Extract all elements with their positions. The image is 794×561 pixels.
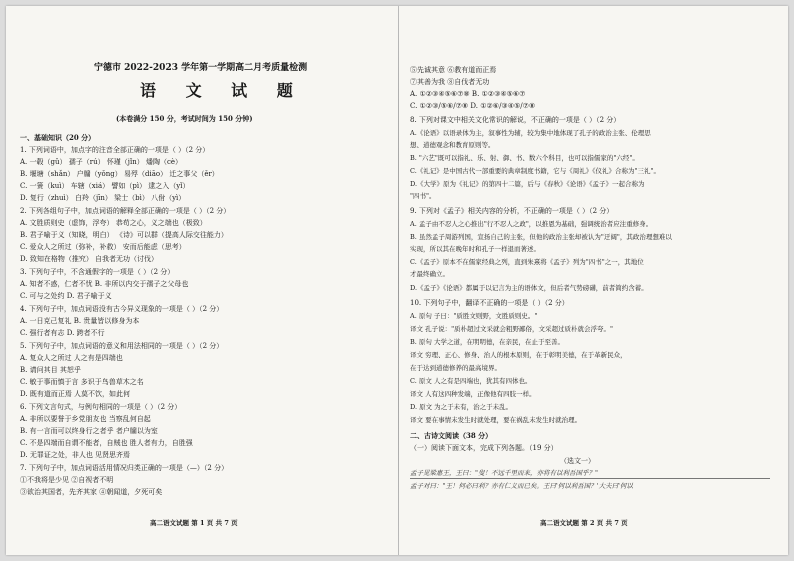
option-line: D. 致知在格物（推究） 自我者无功（讨伐） bbox=[20, 255, 159, 263]
option-line: A. 一日克己复礼 B. 贵量皆以修身为本 bbox=[20, 317, 140, 325]
option-line: 译文 孔子说："质朴超过文采就会粗野鄙俗，文采超过质朴就会浮夸。" bbox=[410, 325, 614, 333]
option-line: C. 可与之处约 D. 君子喻于义 bbox=[20, 292, 112, 300]
reading-instruction: （一）阅读下面文本，完成下列各题。（19 分） bbox=[410, 444, 558, 452]
option-line: 译文 穷理、正心、修身、治人的根本原则，在于彰明美德，在于革新民众， bbox=[410, 351, 627, 359]
option-line: D.《大学》原为《礼记》的第四十二篇，后与《春秋》《论语》《孟子》一起合称为 bbox=[410, 180, 645, 188]
question-4: 4. 下列句子中，加点词语没有古今异义现象的一项是（ ）（2 分） bbox=[20, 305, 224, 313]
option-line: "四书"。 bbox=[410, 192, 436, 200]
option-line: C.《孟子》原本不在儒家经典之列，直到朱熹将《孟子》列为"四书"之一，其地位 bbox=[410, 258, 644, 266]
option-line: A. ①②③④⑤⑥⑦⑧ B. ①②③④⑤⑥⑦ bbox=[410, 90, 526, 98]
page-fold bbox=[398, 6, 399, 555]
question-6: 6. 下列文言句式，与例句相同的一项是（ ）（2 分） bbox=[20, 403, 182, 411]
question-7: 7. 下列句子中，加点词语活用情况归类正确的一项是（—）（2 分） bbox=[20, 464, 229, 472]
option-line: 译文 人有这四种发端，正像他有四肢一样。 bbox=[410, 390, 536, 398]
option-line: D. 既有道而正焉 人莫不饮，如此何 bbox=[20, 390, 131, 398]
option-line: A. 原句 子曰："质胜文则野，文胜质则史。" bbox=[410, 312, 538, 320]
exam-title: 宁德市 2022-2023 学年第一学期高二月考质量检测 bbox=[94, 63, 308, 73]
handwritten-line: 孟子对曰："王！何必曰利？亦有仁义而已矣。王曰'何以利吾国？'大夫曰'何以 bbox=[410, 482, 633, 490]
option-line: D.《孟子》《论语》都属于以记言为主的语体文，但后者气势磅礴，前者简约含蓄。 bbox=[410, 284, 648, 292]
option-line: A. 知者不惑，仁者不忧 B. 非所以内交于孺子之父母也 bbox=[20, 280, 189, 288]
section-heading: 一、基础知识（20 分） bbox=[20, 133, 96, 142]
option-line: D. 原文 为之于未有，治之于未乱。 bbox=[410, 403, 513, 411]
option-line: C. 一箦（kuì） 车辖（xiá） 譬如（pì） 逮之入（yǐ） bbox=[20, 182, 190, 190]
question-10: 10. 下列句子中，翻译不正确的一项是（ ）（2 分） bbox=[410, 299, 569, 307]
option-line: A.《论语》以语录体为主，叙事性为辅，较为集中地体现了孔子的政治主张、伦理思 bbox=[410, 129, 651, 137]
exam-page-1 bbox=[20, 6, 398, 555]
option-line: B. 堰塘（shǎn） 户牖（yǒng） 易殍（diāo） 迁之事父（ěr） bbox=[20, 170, 219, 178]
option-line: C. 强行者有志 D. 跨者不行 bbox=[20, 329, 105, 337]
divider bbox=[410, 478, 770, 479]
option-line: D. 复行（zhuì） 白羚（jīn） 梁士（bì） 八佾（yì） bbox=[20, 194, 186, 202]
option-line: C. ①②③/⑤⑥/⑦⑧ D. ①②⑥/③④⑤/⑦⑧ bbox=[410, 102, 536, 110]
option-line: A. 非所以要誉于乡党朋友也 当察乱何自起 bbox=[20, 415, 151, 423]
option-line: B. "六艺"既可以指礼、乐、射、御、书、数六个科目，也可以指儒家的"六经"。 bbox=[410, 154, 639, 162]
option-line: 才最终确立。 bbox=[410, 270, 449, 278]
page-footer: 高二语文试题 第 2 页 共 7 页 bbox=[540, 519, 628, 527]
option-line: C.《礼记》是中国古代一部重要的典章制度书籍，它与《周礼》《仪礼》合称为"三礼"。 bbox=[410, 167, 661, 175]
option-line: A. 孟子由不忍人之心推出"行不忍人之政"，以推恩为基础，强调统治者应注重修身。 bbox=[410, 220, 653, 228]
option-line: ③欲治其国者，先齐其家 ④朝闻道，夕死可矣 bbox=[20, 488, 163, 496]
question-3: 3. 下列句子中，不含通假字的一项是（ ）（2 分） bbox=[20, 268, 175, 276]
exam-subtitle: (本卷满分 150 分，考试时间为 150 分钟) bbox=[116, 114, 253, 123]
option-line: 在于达到道德修养的最高境界。 bbox=[410, 364, 501, 372]
option-line: B. 君子喻于义（知晓，明白） 《诗》可以群（提高人际交往能力） bbox=[20, 231, 228, 239]
option-line: C. 爱众人之所过（弥补，补救） 安而后能虑（思考） bbox=[20, 243, 186, 251]
page-footer: 高二语文试题 第 1 页 共 7 页 bbox=[150, 519, 238, 527]
option-line: 想、道德观念和教育原则等。 bbox=[410, 141, 495, 149]
option-line: ⑤先诚其意 ⑥教有道而正焉 bbox=[410, 66, 497, 74]
option-line: A. 文胜质则史（虚饰，浮夸） 恭苟之心，义之端也（极致） bbox=[20, 219, 207, 227]
question-8: 8. 下列对课文中相关文化常识的解说，不正确的一项是（ ）（2 分） bbox=[410, 116, 621, 124]
subject-title: 语 文 试 题 bbox=[140, 81, 305, 100]
option-line: ⑦其善为我 ⑧自伐者无功 bbox=[410, 78, 490, 86]
option-line: 译文 要在事情未发生时就处理，要在祸乱未发生时就治理。 bbox=[410, 416, 582, 424]
option-line: B. 虽然孟子周游列国，宣扬自己的主张，但他的政治主张却被认为"迂阔"，其政治理想难以 bbox=[410, 233, 672, 241]
exam-sheet bbox=[6, 6, 788, 555]
option-line: A. 一毂（gǔ） 孺子（rú） 怀瑾（jǐn） 燔陶（cè） bbox=[20, 158, 183, 166]
question-9: 9. 下列对《孟子》相关内容的分析，不正确的一项是（ ）（2 分） bbox=[410, 207, 614, 215]
option-line: C. 不是四端而自谓不能者，自贼也 胜人者有力，自胜强 bbox=[20, 439, 193, 447]
handwritten-line: 孟子见梁惠王，王曰："叟！不远千里而来，亦将有以利吾国乎？" bbox=[410, 469, 598, 477]
option-line: D. 无罪证之处，非人也 见贤思齐焉 bbox=[20, 451, 131, 459]
option-line: 实现，所以其在晚年时和孔子一样退而著述。 bbox=[410, 245, 540, 253]
option-line: B. 请问其目 其恕乎 bbox=[20, 366, 81, 374]
option-line: A. 复众人之所过 人之有是四端也 bbox=[20, 354, 123, 362]
option-line: B. 原句 大学之道，在明明德，在亲民，在止于至善。 bbox=[410, 338, 564, 346]
question-1: 1. 下列词语中，加点字的注音全部正确的一项是（ ）（2 分） bbox=[20, 146, 210, 154]
question-5: 5. 下列句子中，加点词语的意义和用法相同的一项是（ ）（2 分） bbox=[20, 342, 224, 350]
exam-page-2 bbox=[410, 6, 788, 555]
option-line: C. 敏于事而慎于言 多识于鸟兽草木之名 bbox=[20, 378, 144, 386]
section-heading: 二、古诗文阅读（38 分） bbox=[410, 431, 493, 440]
option-line: ①不我将是少见 ②自视者不明 bbox=[20, 476, 114, 484]
option-line: B. 有一言而可以终身行之者乎 者户牖以为室 bbox=[20, 427, 158, 435]
option-line: C. 原文 人之有是四端也，犹其有四体也。 bbox=[410, 377, 532, 385]
question-2: 2. 下列各组句子中，加点词语的解释全部正确的一项是（ ）（2 分） bbox=[20, 207, 231, 215]
passage-label: （选文一） bbox=[560, 457, 595, 465]
